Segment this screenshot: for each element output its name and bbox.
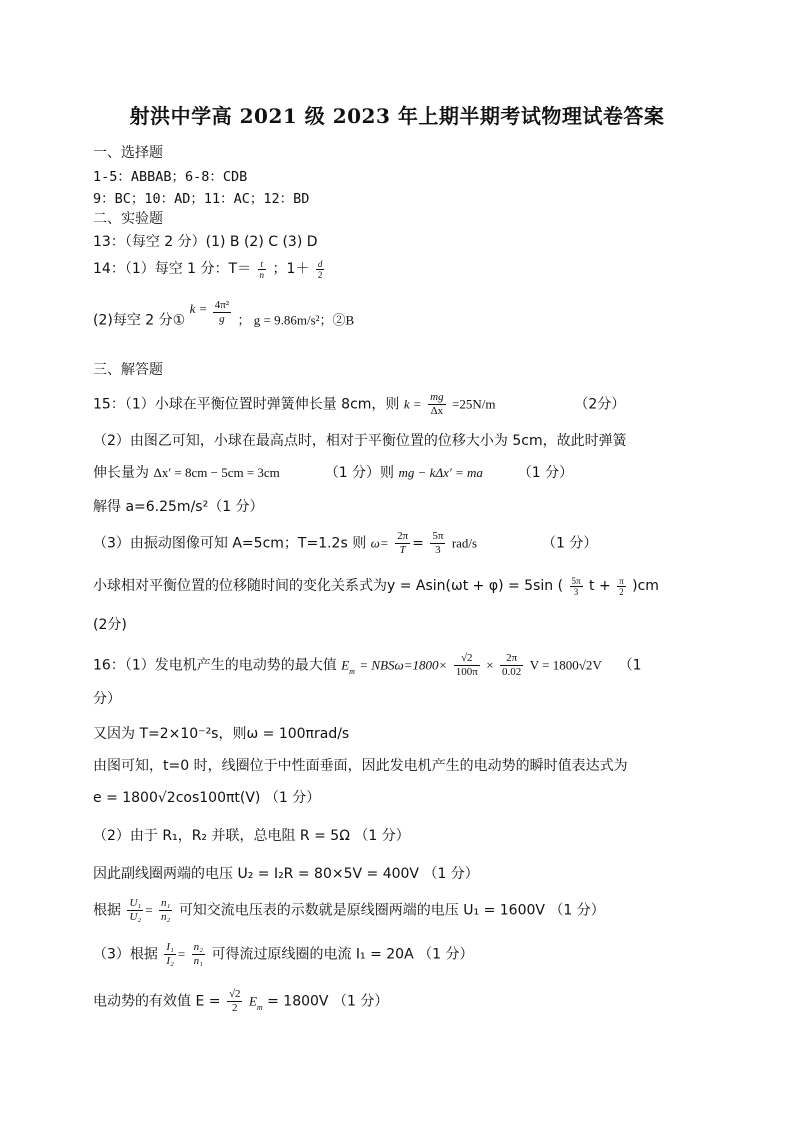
q14-part2-rest: ； g = 9.86m/s²；②B — [237, 312, 355, 328]
fraction-numerator: π — [619, 575, 624, 586]
q14-separator: ；1＋ — [272, 261, 310, 277]
k-symbol: k = — [403, 396, 422, 412]
q15-part2-b-score: （1 分）则 — [324, 465, 395, 481]
fraction-denominator: g — [219, 313, 225, 325]
multiply-sign: × — [486, 657, 494, 673]
section-choice-heading: 一、选择题 — [93, 145, 163, 161]
fraction-numerator: n₁ — [161, 897, 171, 909]
fraction-numerator: 4π² — [214, 299, 230, 311]
q14-part1-text: 14：（1）每空 1 分：T＝ — [93, 261, 252, 277]
fraction-numerator: √2 — [228, 988, 241, 1000]
choice-answers-2: 9：BC；10：AD；11：AC；12：BD — [93, 191, 310, 207]
fraction-denominator: n₁ — [193, 955, 203, 967]
q16-part1-text: 16：（1）发电机产生的电动势的最大值 — [93, 657, 337, 674]
fraction-denominator: 0.02 — [502, 666, 522, 678]
fraction-denominator: 3 — [573, 586, 579, 597]
phase-t-term: t + — [589, 578, 616, 594]
emf-fraction-2 — [500, 652, 523, 679]
fraction-denominator: 2 — [231, 1002, 238, 1014]
k-fraction — [213, 299, 231, 326]
q16-part3 — [93, 941, 473, 968]
q15-newton-formula: mg − kΔx′ = ma — [398, 465, 483, 480]
fraction-denominator: 2 — [317, 269, 323, 280]
q14-period-fraction — [258, 259, 267, 280]
section-experiment-heading: 二、实验题 — [93, 211, 163, 227]
fraction-numerator: √2 — [454, 652, 480, 666]
q16-voltage-text: 可知交流电压表的示数就是原线圈两端的电压 U₁ = 1600V （1 分） — [178, 902, 605, 919]
q16-part1-score-tail: 分） — [93, 691, 121, 707]
q15-part2-a: （2）由图乙可知，小球在最高点时，相对于平衡位置的位移大小为 5cm，故此时弹簧 — [93, 433, 627, 449]
q15-k-result: =25N/m — [452, 396, 496, 412]
fraction-denominator: Δx — [430, 405, 444, 417]
q13-answer: 13：（每空 2 分）(1) B (2) C (3) D — [93, 234, 318, 250]
score-note: （2分） — [574, 396, 626, 413]
fraction-numerator: 2π — [397, 530, 409, 542]
q16-instant-text: 由图可知，t=0 时，线圈位于中性面垂面，因此发电机产生的电动势的瞬时值表达式为 — [93, 758, 628, 774]
q15-part3-c: (2分) — [93, 617, 127, 633]
current-ratio-fraction — [164, 941, 176, 968]
omega-fraction-1 — [395, 530, 410, 557]
emf-subscript: m — [256, 1002, 263, 1012]
q16-part3-lead: （3）根据 — [93, 946, 158, 963]
q15-part1-text: 15：（1）小球在平衡位置时弹簧伸长量 8cm，则 — [93, 396, 400, 413]
effective-emf-text: 电动势的有效值 E = — [93, 993, 221, 1010]
q15-displacement-text: 小球相对平衡位置的位移随时间的变化关系式为y = Asin(ωt + φ) = 5sin ( — [93, 578, 564, 594]
fraction-numerator: d — [317, 258, 323, 269]
fraction-numerator: U₁ — [129, 897, 142, 909]
q15-k-fraction — [428, 391, 445, 418]
q16-instant-formula: e = 1800√2cos100πt(V) （1 分） — [93, 790, 321, 806]
q15-part3-b — [93, 575, 659, 597]
effective-emf-fraction — [227, 988, 243, 1015]
q16-period-line: 又因为 T=2×10⁻²s，则ω = 100πrad/s — [93, 726, 350, 742]
q16-primary-voltage — [93, 897, 605, 924]
phase-fraction-1 — [570, 576, 583, 597]
phase-fraction-2 — [617, 576, 626, 597]
q14-part2-lead: (2)每空 2 分① — [93, 312, 186, 329]
turns-ratio-fraction — [159, 897, 172, 924]
fraction-numerator: I₁ — [166, 941, 174, 953]
q16-secondary-voltage: 因此副线圈两端的电压 U₂ = I₂R = 80×5V = 400V （1 分） — [93, 866, 479, 882]
equals-sign: = — [177, 946, 186, 962]
q16-part2: （2）由于 R₁，R₂ 并联，总电阻 R = 5Ω （1 分） — [93, 828, 410, 844]
omega-fraction-2 — [430, 530, 445, 557]
equals-sign: = — [145, 902, 153, 918]
turns-ratio-fraction-2 — [192, 941, 205, 968]
score-note: （1 — [618, 657, 642, 674]
fraction-numerator: 5π — [571, 575, 581, 586]
omega-unit: rad/s — [451, 535, 478, 551]
q15-part1 — [93, 391, 625, 418]
emf-symbol: E — [248, 993, 257, 1009]
q15-part2-b — [93, 462, 573, 482]
emf-result: V = 1800√2V — [529, 657, 602, 673]
emf-subscript: m — [349, 666, 355, 676]
q16-voltage-lead: 根据 — [93, 902, 121, 919]
effective-emf-result: = 1800V （1 分） — [267, 993, 389, 1010]
fraction-denominator: 3 — [435, 544, 441, 556]
score-note: （1 分） — [517, 465, 574, 481]
q16-effective-emf — [93, 988, 388, 1015]
q15-part2-c: 解得 a=6.25m/s²（1 分） — [93, 499, 264, 515]
page-title: 射洪中学高 2021 级 2023 年上期半期考试物理试卷答案 — [129, 104, 665, 128]
fraction-denominator: 2 — [619, 586, 624, 597]
omega-symbol: ω= — [370, 535, 389, 551]
emf-symbol: E — [341, 657, 350, 673]
fraction-denominator: 100π — [455, 666, 478, 678]
fraction-numerator: t — [258, 259, 267, 270]
voltage-ratio-fraction — [127, 897, 143, 924]
q14-part2 — [93, 299, 355, 334]
choice-answers-1: 1-5：ABBAB；6-8：CDB — [93, 169, 248, 185]
fraction-numerator: mg — [430, 391, 444, 403]
emf-formula: = NBSω=1800× — [359, 657, 448, 673]
fraction-numerator: n₂ — [193, 941, 203, 953]
fraction-denominator: n — [259, 269, 265, 280]
q15-part2-b-text: 伸长量为 — [93, 465, 149, 481]
fraction-denominator: I₂ — [166, 955, 174, 967]
q16-part1 — [93, 652, 642, 679]
q15-part3-a: （3）由振动图像可知 A=5cm；T=1.2s 则 ω= $\frac{2\pi}{T}$ = $\frac{5\pi}{3}$ rad/s （1 分） — [93, 530, 598, 556]
q16-current-text: 可得流过原线圈的电流 I₁ = 20A （1 分） — [211, 946, 474, 963]
fraction-denominator: n₂ — [161, 911, 171, 923]
fraction-numerator: 5π — [432, 530, 444, 542]
section-solution-heading: 三、解答题 — [93, 362, 163, 378]
q14-part1 — [93, 258, 326, 280]
q15-extension-formula: Δx′ = 8cm − 5cm = 3cm — [153, 465, 280, 480]
fraction-denominator: T — [399, 544, 406, 556]
phase-end: )cm — [632, 578, 659, 594]
q14-length-fraction — [316, 259, 325, 280]
emf-fraction-1 — [454, 652, 480, 679]
q15-part3-a-text: （3）由振动图像可知 A=5cm；T=1.2s 则 — [93, 535, 367, 552]
fraction-numerator: 2π — [500, 652, 523, 666]
fraction-denominator: U₂ — [129, 911, 142, 923]
score-note: （1 分） — [542, 535, 598, 552]
k-symbol: k = — [189, 300, 211, 316]
